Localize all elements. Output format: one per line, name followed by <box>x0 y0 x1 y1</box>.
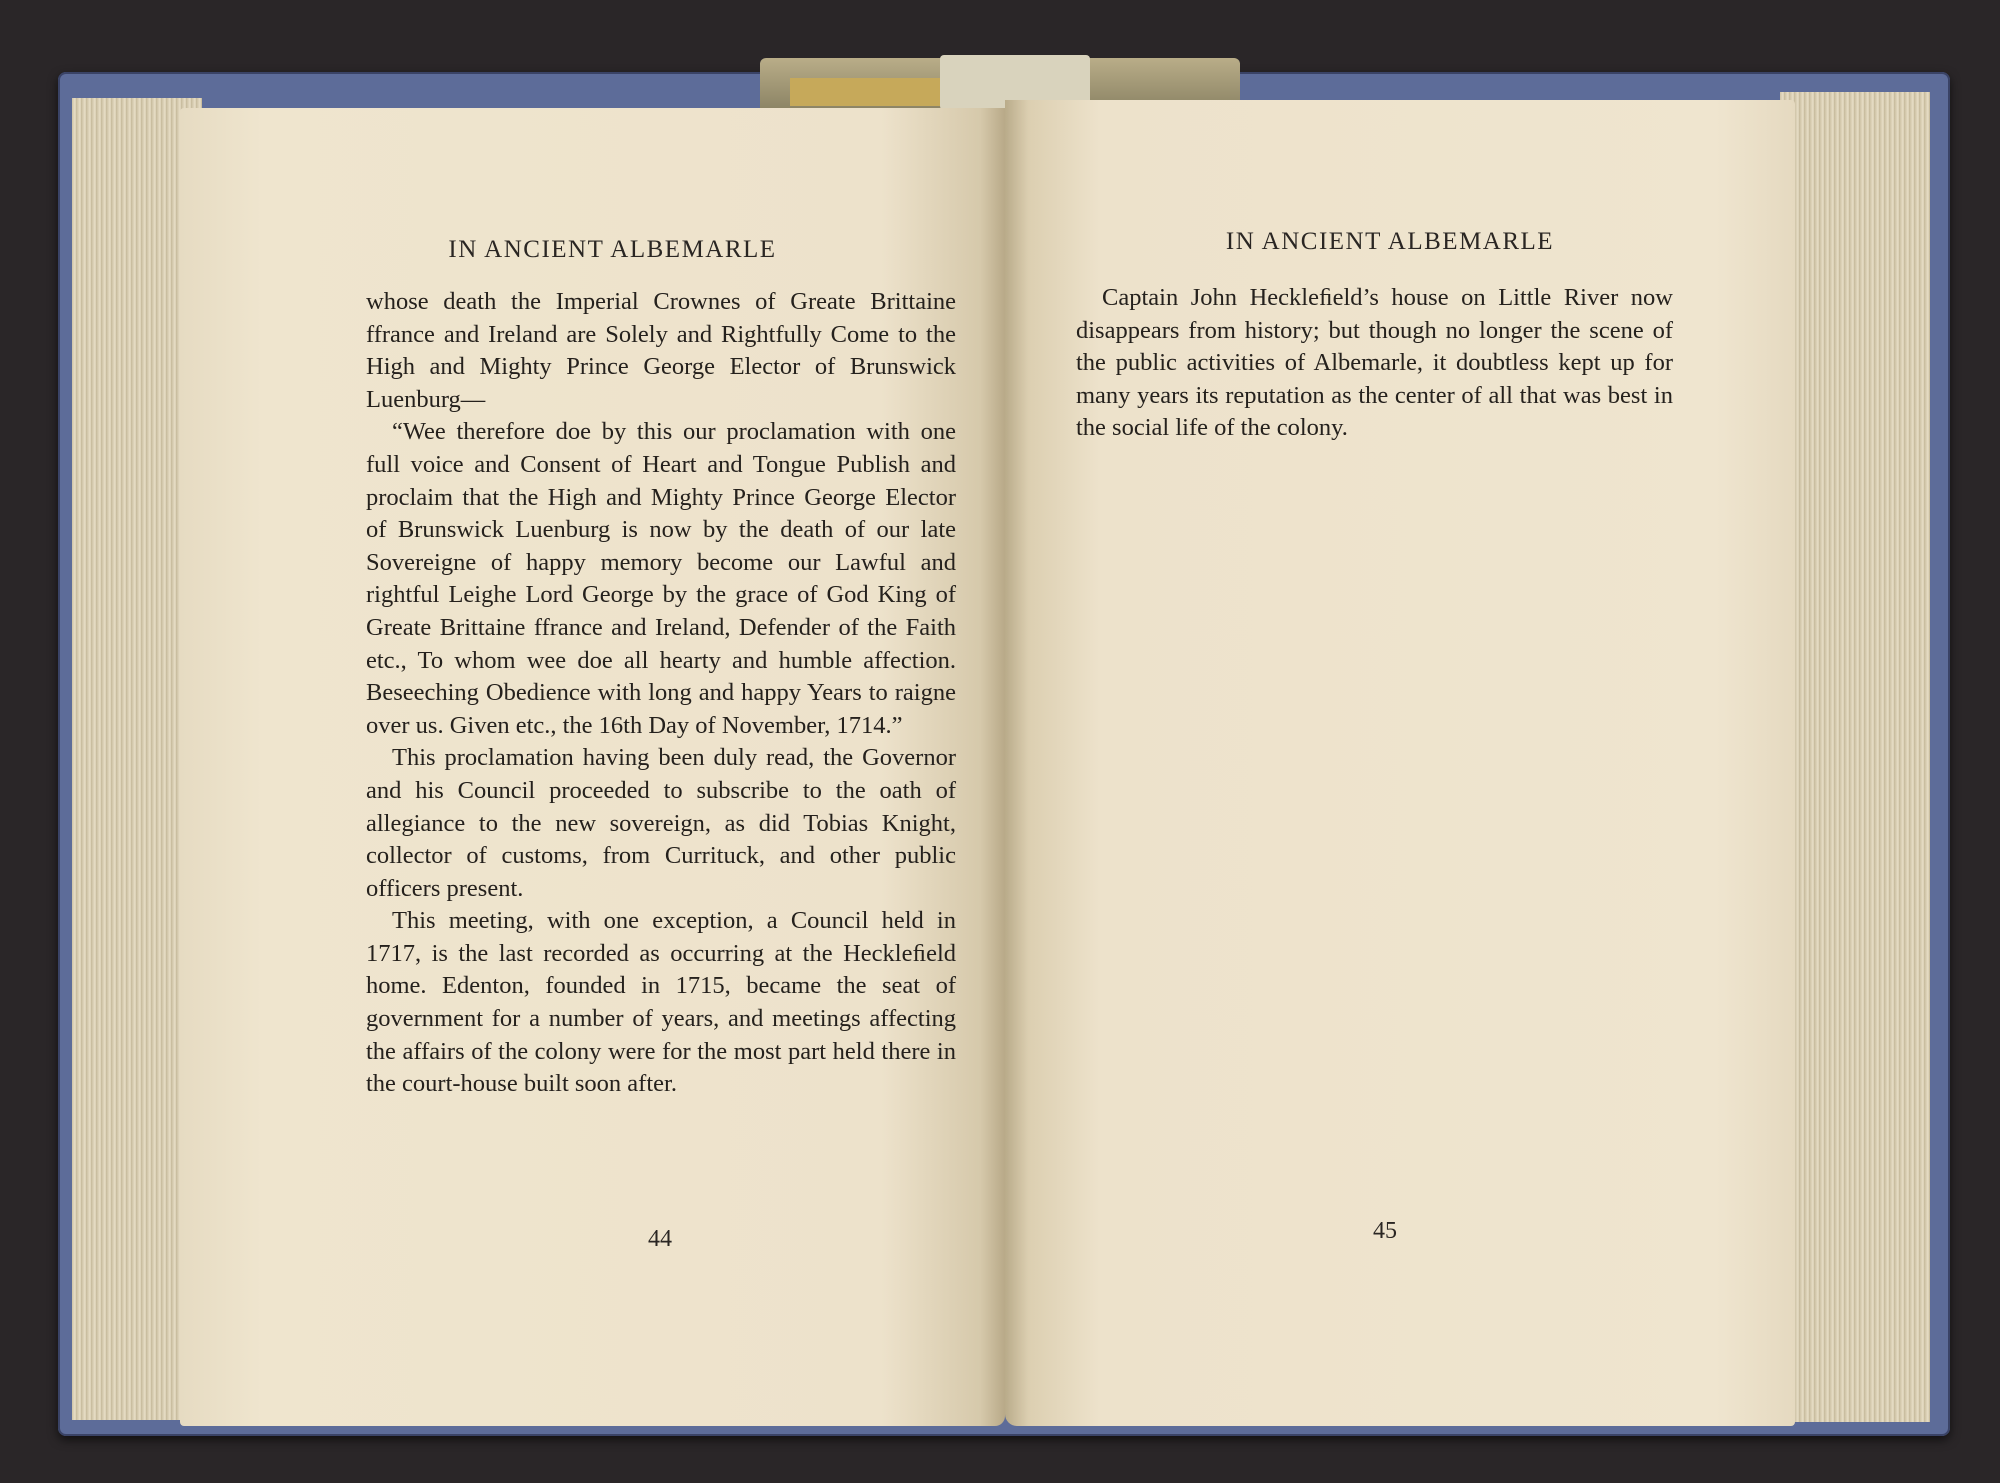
running-head: IN ANCIENT ALBEMARLE <box>1225 228 1555 255</box>
page-text <box>1076 282 1673 445</box>
paragraph: This meeting, with one exception, a Council held in 1717, is the last recorded as occurring at the Heckleﬁeld home. Edenton, founded in 1715, became the seat of government for a number of years, and meetings affecting the affairs of the colony were for the most part held there in the court-house built soon after. <box>366 907 956 1098</box>
page-number: 44 <box>648 1226 672 1252</box>
page-text <box>366 286 956 1101</box>
page-number: 45 <box>1373 1218 1397 1244</box>
page-stack-right <box>1780 92 1930 1422</box>
paragraph: This proclamation having been duly read, the Governor and his Council proceeded to subscribe to the oath of allegiance to the new sovereign, as did Tobias Knight, collector of customs, from Currituck, and other public officers present. <box>366 744 956 902</box>
paragraph: “Wee therefore doe by this our proclamation with one full voice and Consent of Heart and Tongue Publish and proclaim that the High and Mighty Prince George Elector of Brunswick Luenburg is now by the death of our late Sovereigne of happy memory become our Lawful and rightful Leighe Lord George by the grace of God King of Greate Brittaine ffrance and Ireland, Defender of the Faith etc., To whom wee doe all hearty and humble affection. Beseeching Obedience with long and happy Years to raigne over us. Given etc., the 16th Day of November, 1714.” <box>366 418 956 739</box>
left-page <box>180 108 1005 1426</box>
paragraph: Captain John Heckleﬁeld’s house on Little River now disappears from history; but though no longer the scene of the public activities of Albemarle, it doubtless kept up for many years its reputation as the center of all that was best in the social life of the colony. <box>1076 284 1673 442</box>
spine-label <box>790 78 950 106</box>
running-head: IN ANCIENT ALBEMARLE <box>448 236 777 263</box>
right-page <box>1005 100 1795 1426</box>
paragraph: whose death the Imperial Crownes of Greate Brittaine ffrance and Ireland are Solely and Rightfully Come to the High and Mighty Prince George Elector of Brunswick Luenburg— <box>366 288 956 413</box>
